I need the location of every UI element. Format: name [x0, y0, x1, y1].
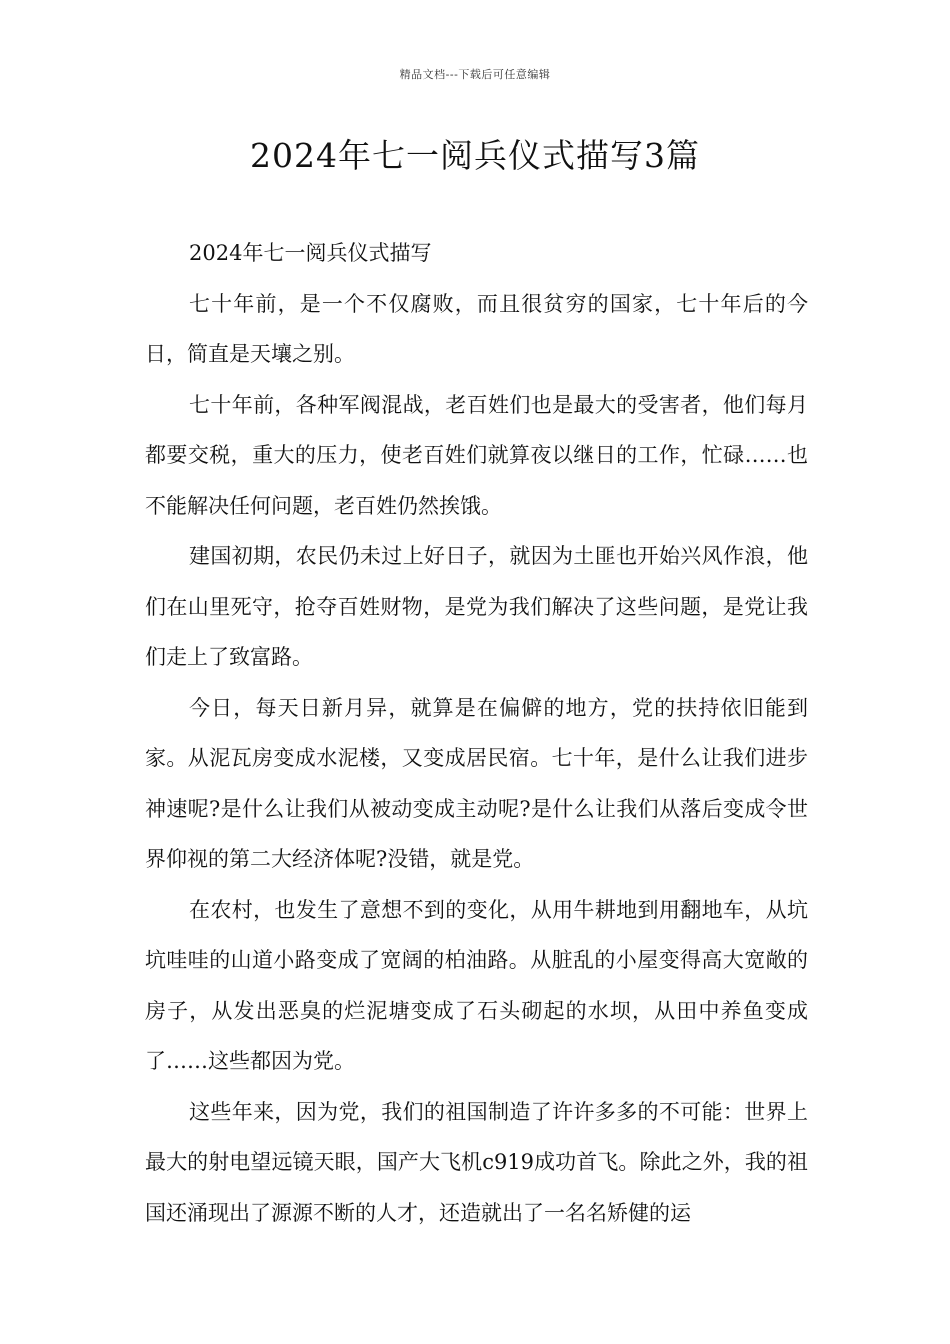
- paragraph: 七十年前，是一个不仅腐败，而且很贫穷的国家，七十年后的今日，简直是天壤之别。: [145, 291, 808, 366]
- paragraph: 七十年前，各种军阀混战，老百姓们也是最大的受害者，他们每月都要交税，重大的压力，使老百姓们就算夜以继日的工作，忙碌……也不能解决任何问题，老百姓仍然挨饿。: [145, 392, 808, 518]
- paragraph: 这些年来，因为党，我们的祖国制造了许许多多的不可能：世界上最大的射电望远镜天眼，国产大飞机c919成功首飞。除此之外，我的祖国还涌现出了源源不断的人才，还造就出了一名名矫健的运: [145, 1099, 808, 1225]
- paragraph: 在农村，也发生了意想不到的变化，从用牛耕地到用翻地车，从坑坑哇哇的山道小路变成了宽阔的柏油路。从脏乱的小屋变得高大宽敞的房子，从发出恶臭的烂泥塘变成了石头砌起的水坝，从田中养鱼变成了……这些都因为党。: [145, 897, 808, 1073]
- paragraph: 建国初期，农民仍未过上好日子，就因为土匪也开始兴风作浪，他们在山里死守，抢夺百姓财物，是党为我们解决了这些问题，是党让我们走上了致富路。: [145, 544, 808, 669]
- document-body: [145, 228, 808, 1238]
- section-subtitle: 2024年七一阅兵仪式描写: [189, 241, 432, 265]
- header-note: 精品文档---下载后可任意编辑: [399, 68, 551, 81]
- page-title: 2024年七一阅兵仪式描写3篇: [250, 136, 700, 175]
- paragraph: 今日，每天日新月异，就算是在偏僻的地方，党的扶持依旧能到家。从泥瓦房变成水泥楼，又变成居民宿。七十年，是什么让我们进步神速呢?是什么让我们从被动变成主动呢?是什么让我们从落后变成令世界仰视的第二大经济体呢?没错，就是党。: [145, 695, 808, 871]
